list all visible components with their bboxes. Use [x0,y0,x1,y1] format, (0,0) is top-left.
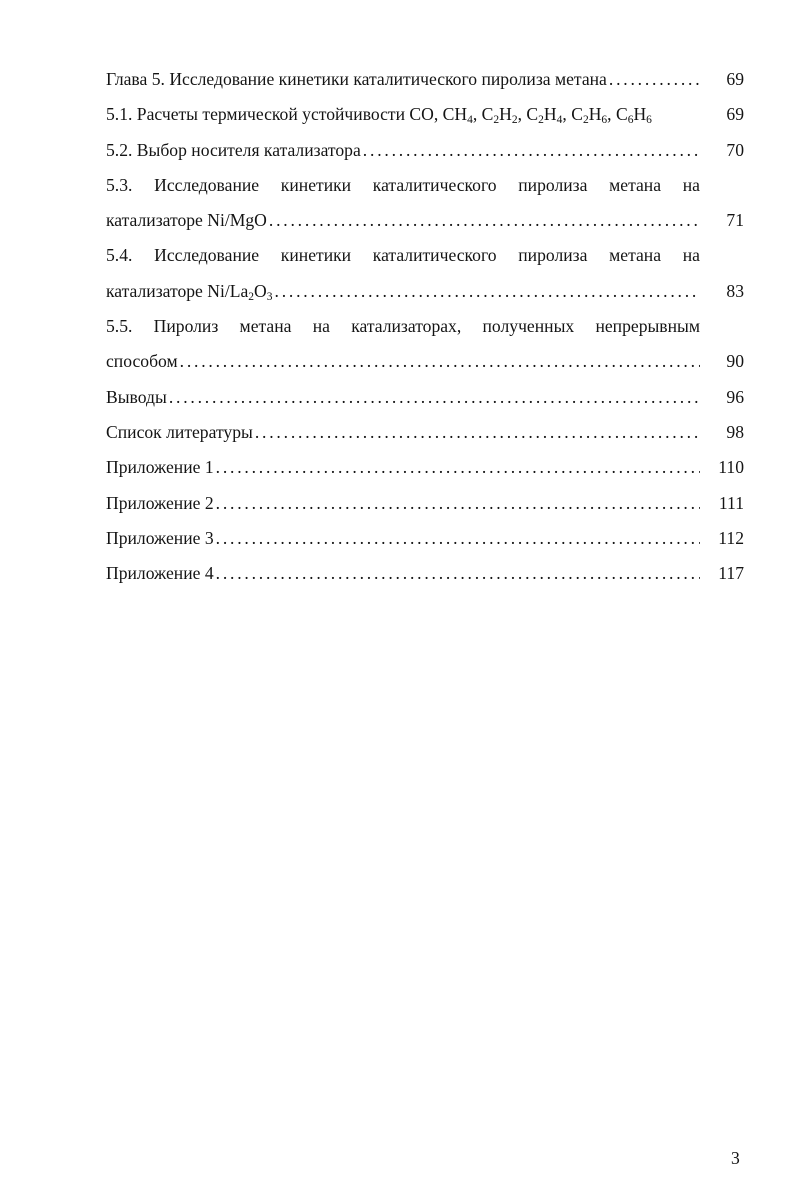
toc-entry-5-4-line2 [106,274,744,309]
toc-entry-title: Приложение 4 [106,563,214,584]
toc-entry-5-5-line1 [106,309,744,344]
toc-leader-dots [609,62,700,97]
toc-entry-references [106,415,744,450]
toc-entry-title: 5.3. Исследование кинетики каталитического пиролиза метана на [106,174,700,195]
toc-entry-title: Выводы [106,386,167,407]
toc-leader-dots [255,415,700,450]
toc-leader-dots [169,380,700,415]
toc-entry-title: 5.4. Исследование кинетики каталитического пиролиза метана на [106,245,700,266]
toc-entry-page: 71 [726,210,744,231]
toc-entry-conclusions [106,380,744,415]
toc-entry-title-cont: катализаторе Ni/MgO [106,210,267,231]
toc-entry-page: 90 [726,351,744,372]
toc-entry-5-3-line2 [106,203,744,238]
toc-entry-title-cont: способом [106,351,178,372]
toc-entry-appendix-2 [106,486,744,521]
toc-leader-dots [216,556,700,591]
toc-leader-dots [216,450,700,485]
toc-entry-title: 5.2. Выбор носителя катализатора [106,139,361,160]
toc-entry-5-3-line1 [106,168,744,203]
toc-entry-page: 70 [726,139,744,160]
toc-entry-page: 111 [718,492,744,513]
toc-leader-dots [269,203,700,238]
toc-entry-title: Приложение 1 [106,457,214,478]
toc-leader-dots [275,274,700,309]
toc-leader-dots [216,486,700,521]
toc-leader-dots [363,133,700,168]
toc-entry-5-2 [106,133,744,168]
toc-entry-title: Глава 5. Исследование кинетики каталитического пиролиза метана [106,69,607,89]
toc-entry-page: 117 [718,563,744,584]
toc-entry-page: 96 [726,386,744,407]
toc-entry-title: Приложение 3 [106,527,214,548]
toc-entry-title-cont: катализаторе $Ni/La_2O_3$ [106,280,273,303]
toc-entry-page: 69 [726,104,744,125]
table-of-contents [106,62,744,591]
toc-entry-appendix-1 [106,450,744,485]
toc-entry-5-1 [106,97,744,132]
toc-entry-page: 83 [726,280,744,301]
toc-entry-title: 5.5. Пиролиз метана на катализаторах, полученных непрерывным [106,316,700,337]
toc-entry-5-4-line1 [106,238,744,273]
toc-entry-page: 98 [726,421,744,442]
toc-entry-title: Список литературы [106,421,253,442]
toc-entry-appendix-3 [106,521,744,556]
toc-leader-dots [180,344,700,379]
page-number: 3 [731,1148,740,1168]
toc-leader-dots [216,521,700,556]
toc-entry-5-5-line2 [106,344,744,379]
toc-entry-chapter-5 [106,62,744,97]
toc-entry-page: 112 [718,527,744,548]
toc-entry-appendix-4 [106,556,744,591]
toc-entry-title: 5.1. Расчеты термической устойчивости CO, $CH_4$, $C_2H_2$, $C_2H_4$, $C_2H_6$, $C_6H_6$ [106,104,652,127]
toc-entry-title: Приложение 2 [106,492,214,513]
toc-entry-page: 69 [726,69,744,89]
toc-entry-page: 110 [718,457,744,478]
